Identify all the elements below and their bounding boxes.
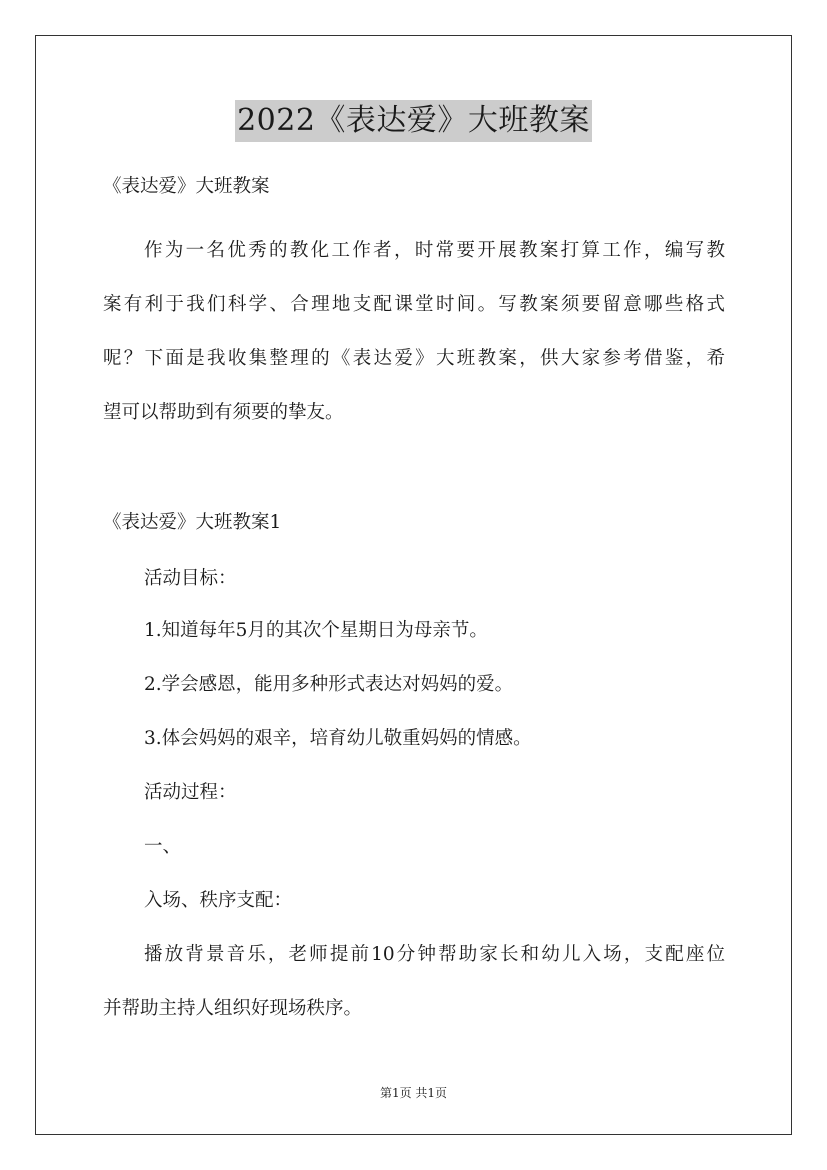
page-footer: 第1页 共1页 [379, 1086, 448, 1100]
list-item: 1.知道每年5月的其次个星期日为母亲节。 [144, 620, 488, 641]
title-container [0, 100, 827, 142]
paragraph-line: 呢？下面是我收集整理的《表达爱》大班教案，供大家参考借鉴，希 [103, 348, 725, 369]
section-heading-plan-1: 《表达爱》大班教案1 [103, 512, 282, 533]
paragraph-line: 活动目标： [144, 568, 237, 589]
paragraph-line: 活动过程： [144, 782, 237, 803]
list-item: 3.体会妈妈的艰辛，培育幼儿敬重妈妈的情感。 [144, 728, 532, 749]
paragraph-line: 作为一名优秀的教化工作者，时常要开展教案打算工作，编写教 [144, 240, 725, 261]
paragraph-line: 播放背景音乐，老师提前10分钟帮助家长和幼儿入场，支配座位 [144, 944, 725, 965]
section-heading-intro: 《表达爱》大班教案 [103, 176, 270, 197]
paragraph-line: 入场、秩序支配： [144, 890, 293, 911]
document-title: 2022《表达爱》大班教案 [235, 100, 592, 142]
paragraph-line: 并帮助主持人组织好现场秩序。 [103, 998, 363, 1019]
list-item: 2.学会感恩，能用多种形式表达对妈妈的爱。 [144, 674, 514, 695]
paragraph-line: 一、 [144, 836, 182, 857]
paragraph-line: 望可以帮助到有须要的挚友。 [103, 402, 344, 423]
paragraph-line: 案有利于我们科学、合理地支配课堂时间。写教案须要留意哪些格式 [103, 294, 725, 315]
